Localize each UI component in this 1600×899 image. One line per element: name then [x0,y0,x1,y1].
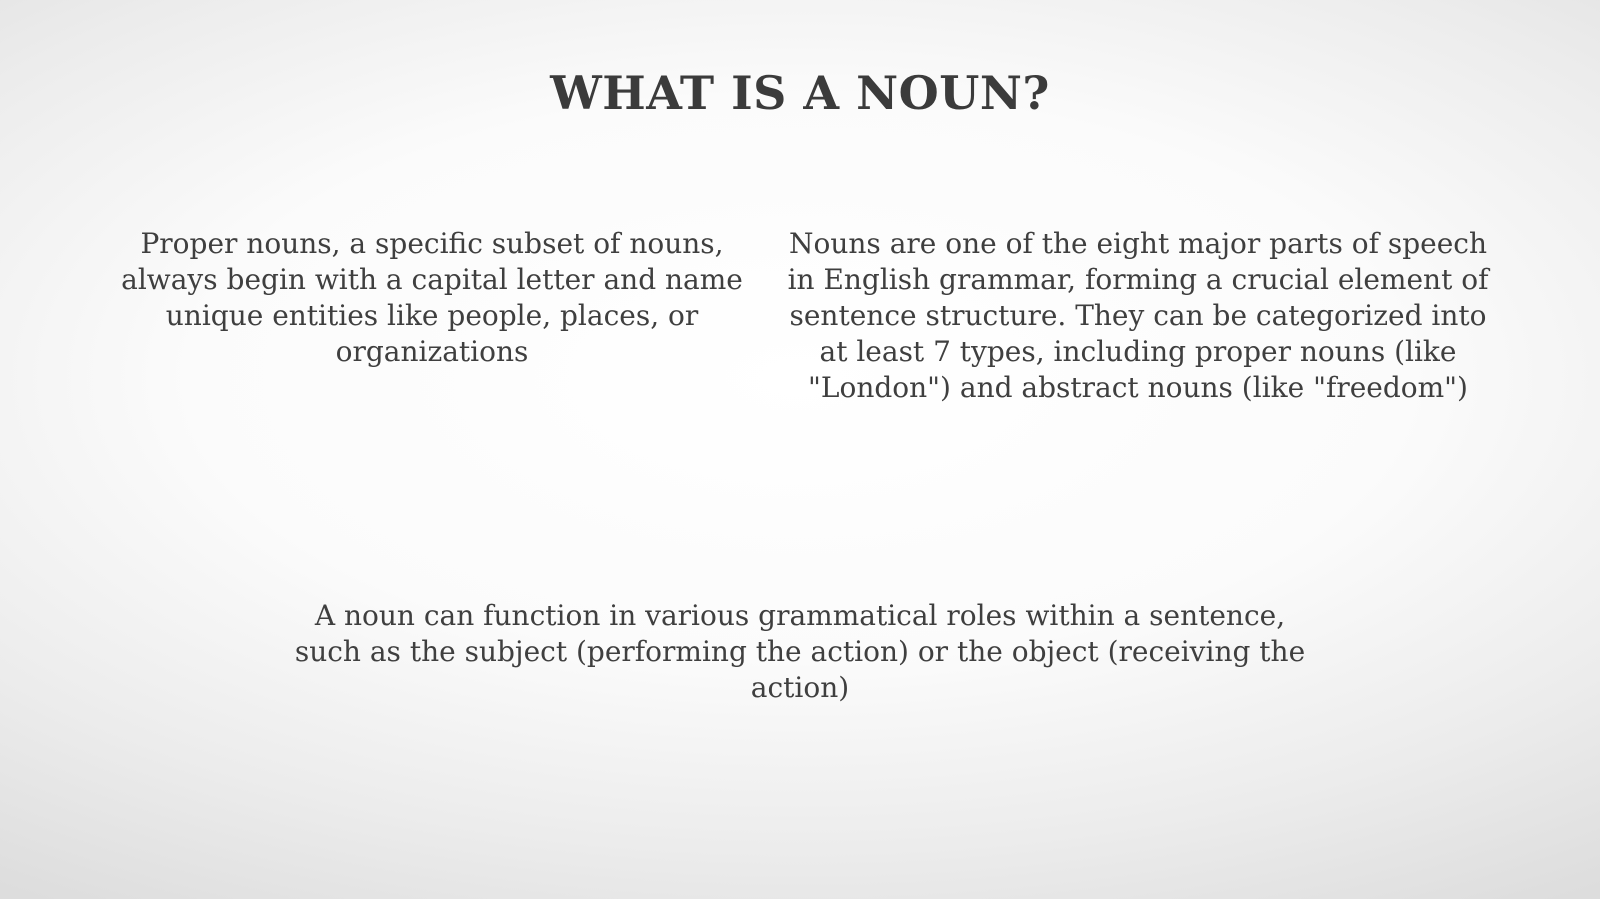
text-block-proper-nouns: Proper nouns, a specific subset of nouns, always begin with a capital letter and name unique entities like people, places, or organizations [121,227,743,368]
text-block-parts-of-speech: Nouns are one of the eight major parts of speech in English grammar, forming a crucial element of sentence structure. They can be categorized into at least 7 types, including proper nouns (like "London") and abstract nouns (like "freedom") [787,227,1489,404]
slide-title: WHAT IS A NOUN? [550,66,1050,120]
text-block-grammatical-roles: A noun can function in various grammatical roles within a sentence, such as the subject (performing the action) or the object (receiving the action) [294,599,1306,704]
